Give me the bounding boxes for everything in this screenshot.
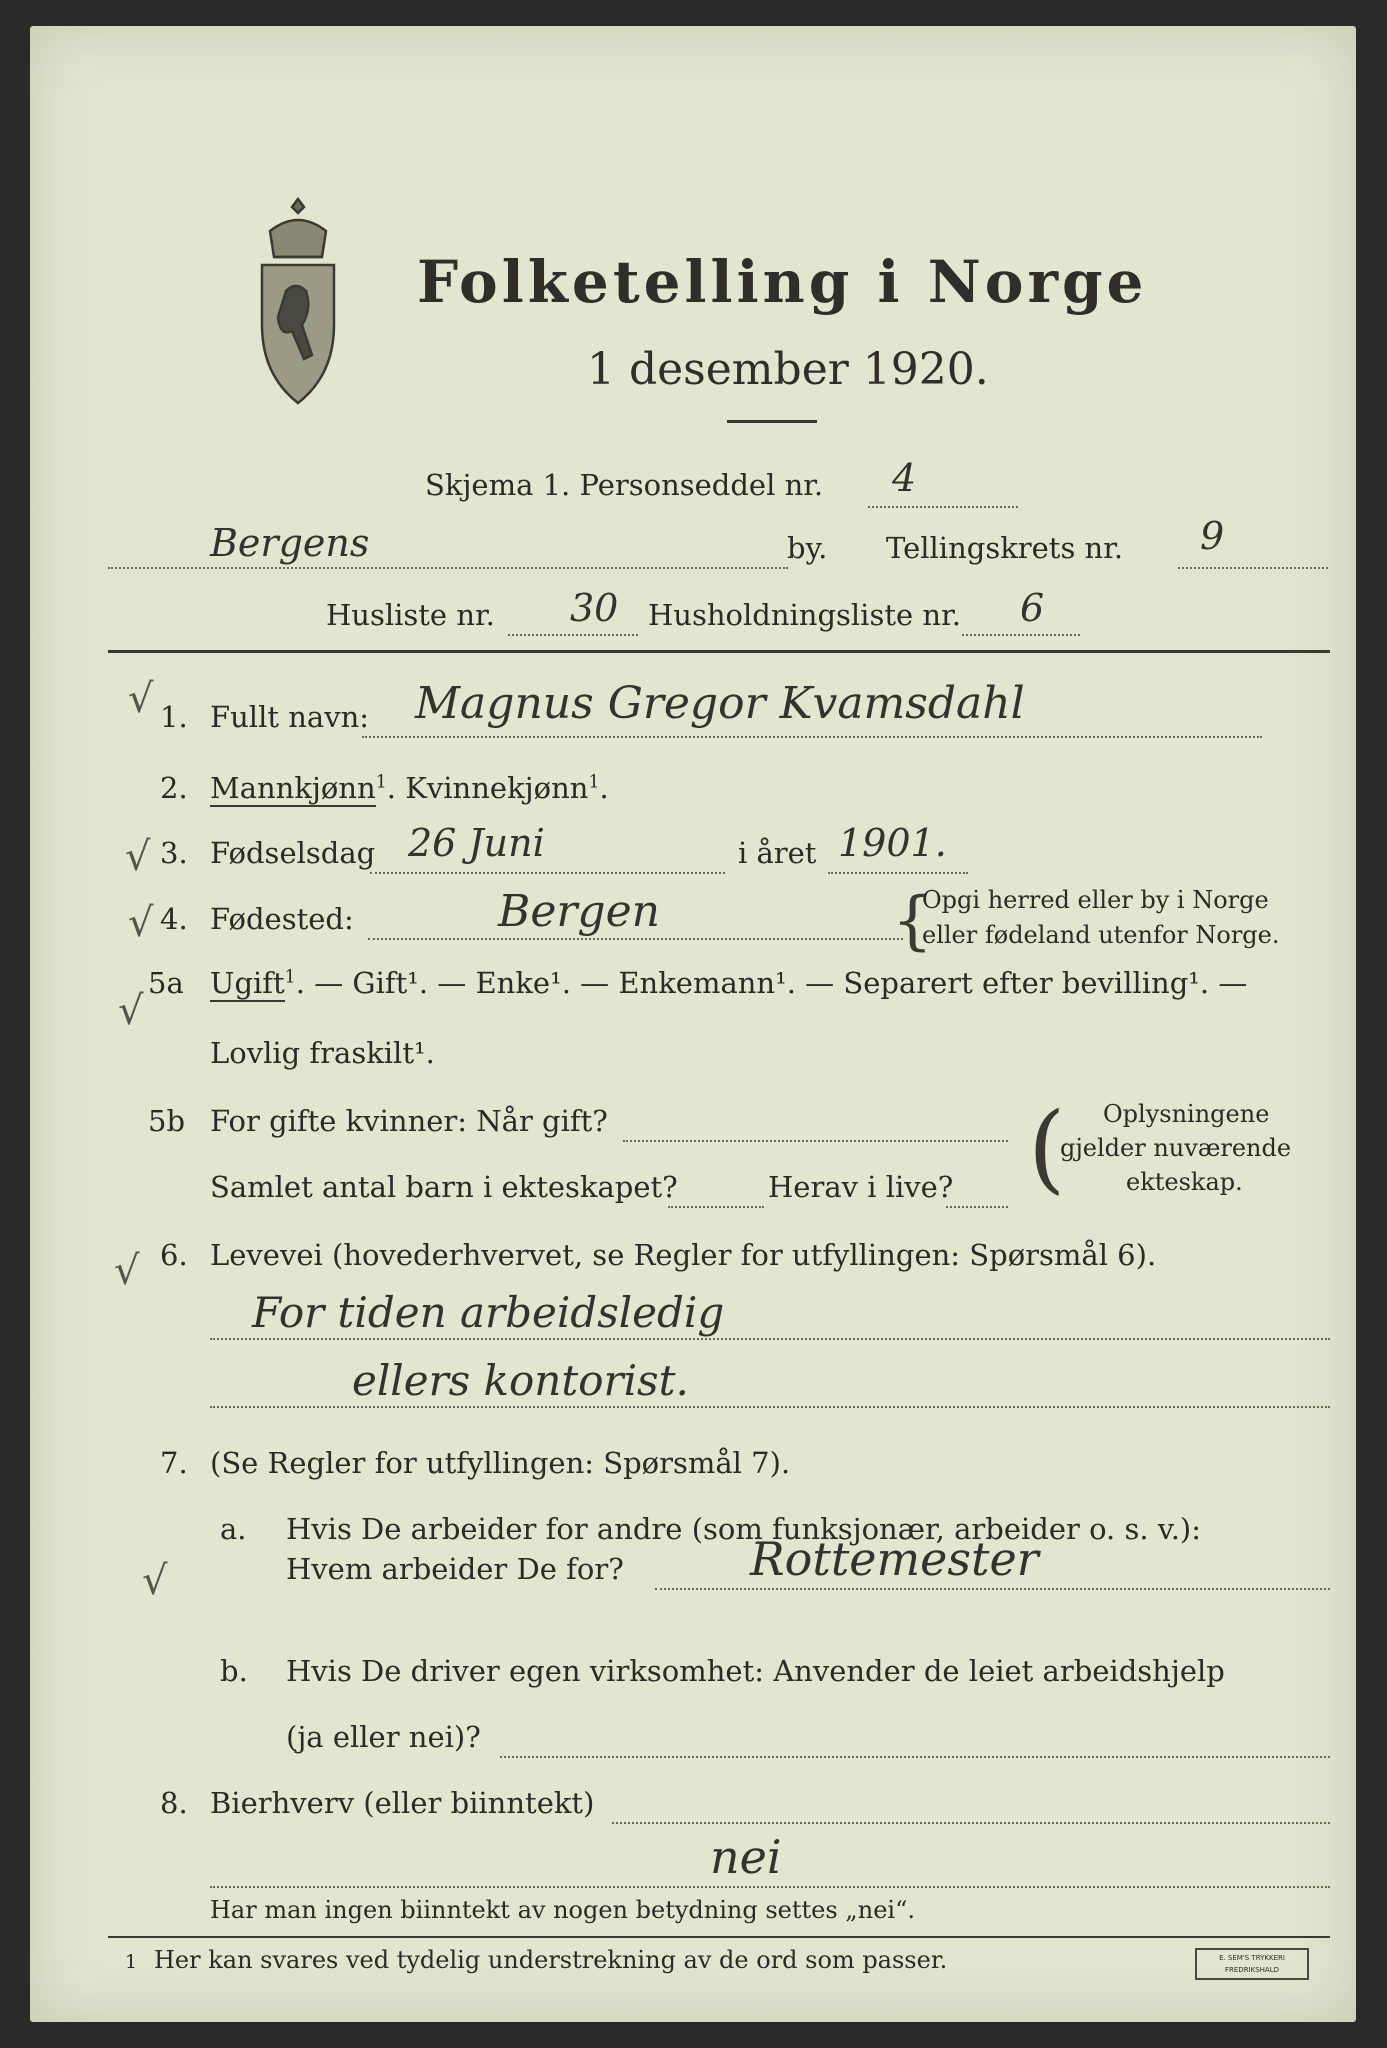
q6-dotline1	[210, 1338, 1330, 1340]
q5a-number: 5a	[148, 966, 184, 1000]
check-mark-icon: √	[118, 988, 144, 1034]
personseddel-number: 4	[892, 456, 917, 500]
footnote-mark: 1	[125, 1951, 138, 1973]
husliste-label: Husliste nr.	[326, 598, 495, 632]
q4-note-line2: eller fødeland utenfor Norge.	[922, 921, 1280, 949]
q5b-label2: Samlet antal barn i ekteskapet?	[210, 1170, 678, 1204]
q3-year-dotline	[828, 872, 968, 874]
birth-year-value: 1901.	[838, 821, 947, 865]
occupation-line2: ellers kontorist.	[352, 1356, 689, 1405]
q3-year-label: i året	[738, 836, 817, 870]
option-kvinnekjonn: Kvinnekjønn	[405, 771, 589, 805]
check-mark-icon: √	[125, 834, 151, 880]
q2-options: Mannkjønn$^1$. Kvinnekjønn$^1$.	[210, 771, 609, 805]
q5b-note-line3: ekteskap.	[1126, 1168, 1243, 1196]
q7-number: 7.	[160, 1446, 188, 1480]
q1-number: 1.	[160, 700, 188, 734]
q5b-note-line1: Oplysningene	[1103, 1100, 1270, 1128]
husholdningsliste-label: Husholdningsliste nr.	[648, 598, 961, 632]
q7b-line1: Hvis De driver egen virksomhet: Anvender de leiet arbeidshjelp	[286, 1654, 1225, 1688]
check-mark-icon: √	[128, 900, 154, 946]
by-label: by.	[787, 531, 828, 565]
husliste-number: 30	[570, 586, 619, 630]
q2-number: 2.	[160, 771, 188, 805]
q5b-label1: For gifte kvinner: Når gift?	[210, 1104, 608, 1138]
q8-dotline1	[612, 1822, 1330, 1824]
q7b-line2: (ja eller nei)?	[286, 1720, 481, 1754]
section-rule	[108, 650, 1330, 653]
q7a-line1: Hvis De arbeider for andre (som funksjonær, arbeider o. s. v.):	[286, 1512, 1202, 1546]
q1-label: Fullt navn:	[210, 700, 370, 734]
q5b-label3: Herav i live?	[768, 1170, 954, 1204]
form-title: Folketelling i Norge	[417, 248, 1148, 316]
skjema-label: Skjema 1. Personseddel nr.	[425, 468, 824, 502]
q1-dotline	[362, 736, 1262, 738]
check-mark-icon: √	[114, 1248, 140, 1294]
by-value: Bergens	[210, 521, 370, 565]
q7a-letter: a.	[220, 1512, 247, 1546]
q7b-letter: b.	[220, 1654, 248, 1688]
husholdningsliste-number: 6	[1020, 586, 1045, 630]
footnote-text: Her kan svares ved tydelig understrekning av de ord som passer.	[154, 1946, 948, 1974]
q5b-live-dotline	[946, 1206, 1008, 1208]
q8-dotline2	[210, 1886, 1330, 1888]
side-income-value: nei	[710, 1830, 782, 1884]
coat-of-arms-icon	[248, 191, 348, 416]
occupation-line1: For tiden arbeidsledig	[252, 1288, 725, 1337]
check-mark-icon: √	[128, 676, 154, 722]
q4-number: 4.	[160, 902, 188, 936]
by-dotline	[108, 567, 788, 569]
title-divider	[727, 420, 817, 423]
footer-rule	[108, 1936, 1330, 1938]
q5a-options: Ugift$^1$. — Gift¹. — Enke¹. — Enkemann¹. — Separert efter bevilling¹. —	[210, 966, 1248, 1000]
note-brace: {	[892, 884, 933, 958]
census-form-sheet	[30, 26, 1356, 2022]
birthplace-value: Bergen	[498, 886, 660, 937]
q4-note-line1: Opgi herred eller by i Norge	[922, 886, 1269, 914]
tellingskrets-label: Tellingskrets nr.	[886, 531, 1124, 565]
stamp-line1: E. SEM'S TRYKKERI	[1219, 1954, 1285, 1962]
q7a-line2: Hvem arbeider De for?	[286, 1552, 624, 1586]
q6-number: 6.	[160, 1238, 188, 1272]
q5b-gift-dotline	[623, 1140, 1008, 1142]
option-mannkjonn: Mannkjønn	[210, 771, 376, 805]
q8-label: Bierhverv (eller biinntekt)	[210, 1786, 595, 1820]
full-name-value: Magnus Gregor Kvamsdahl	[415, 678, 1025, 729]
printer-stamp	[1195, 1948, 1309, 1980]
check-mark-icon: √	[142, 1558, 168, 1604]
q3-number: 3.	[160, 836, 188, 870]
q4-label: Fødested:	[210, 902, 354, 936]
stamp-line2: FREDRIKSHALD	[1224, 1966, 1279, 1974]
q6-dotline2	[210, 1406, 1330, 1408]
q7-label: (Se Regler for utfyllingen: Spørsmål 7).	[210, 1446, 791, 1480]
q7a-dotline	[655, 1588, 1330, 1590]
q5b-note-line2: gjelder nuværende	[1060, 1134, 1292, 1162]
employer-value: Rottemester	[750, 1532, 1039, 1586]
hushold-dotline	[962, 634, 1080, 636]
q7b-dotline	[500, 1756, 1330, 1758]
q6-label: Levevei (hovederhvervet, se Regler for utfyllingen: Spørsmål 6).	[210, 1238, 1157, 1272]
footnote-ref: 1	[375, 772, 387, 793]
tellingskrets-number: 9	[1200, 514, 1225, 558]
footnote-ref: 1	[588, 772, 600, 793]
note-brace: (	[1028, 1092, 1066, 1204]
q5a-line2: Lovlig fraskilt¹.	[210, 1036, 435, 1070]
q8-number: 8.	[160, 1786, 188, 1820]
birth-day-value: 26 Juni	[408, 821, 545, 865]
husliste-dotline	[508, 634, 638, 636]
q5b-barn-dotline	[668, 1206, 764, 1208]
footnote-ref: 1	[284, 967, 296, 988]
q5b-number: 5b	[148, 1104, 186, 1138]
q3-day-dotline	[370, 872, 725, 874]
skjema-dotline	[868, 506, 1018, 508]
krets-dotline	[1178, 567, 1328, 569]
q8-note: Har man ingen biinntekt av nogen betydning settes „nei“.	[210, 1896, 915, 1924]
q4-dotline	[368, 938, 903, 940]
q3-label: Fødselsdag	[210, 836, 376, 870]
option-ugift: Ugift	[210, 966, 285, 1000]
census-date: 1 desember 1920.	[587, 344, 989, 395]
q5a-other-options: — Gift¹. — Enke¹. — Enkemann¹. — Separert efter bevilling¹. —	[314, 966, 1248, 1000]
